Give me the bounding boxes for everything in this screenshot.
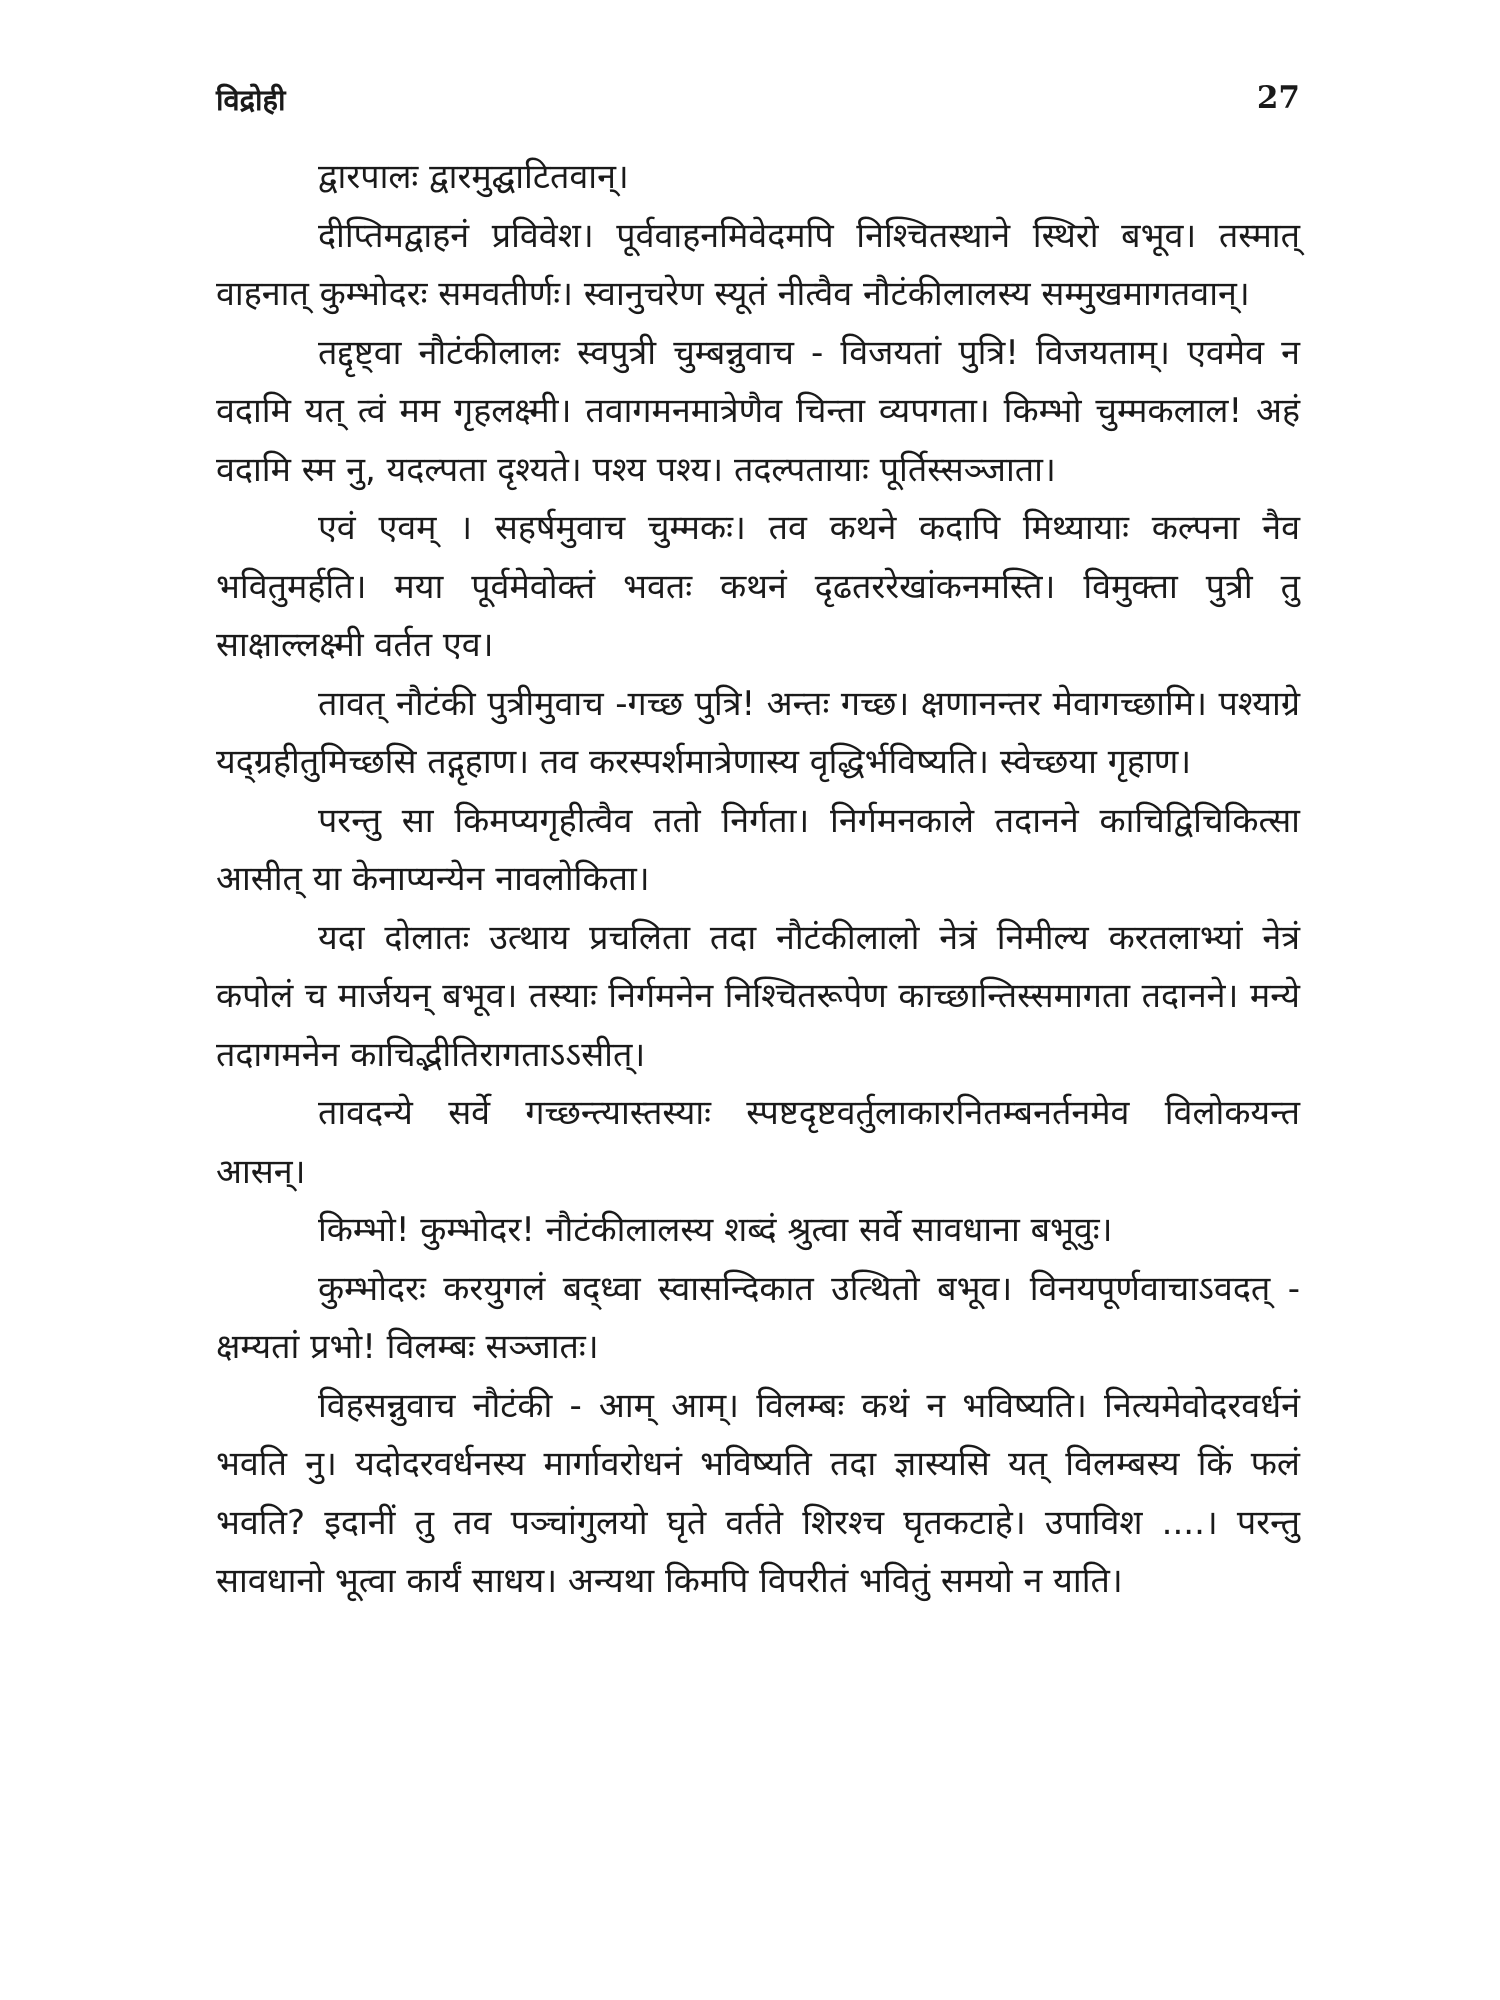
paragraph: परन्तु सा किमप्यगृहीत्वैव ततो निर्गता। निर्गमनकाले तदानने काचिद्विचिकित्सा आसीत् या केनाप्यन्येन नावलोकिता। — [216, 800, 1300, 899]
paragraph: तद्दृष्ट्वा नौटंकीलालः स्वपुत्री चुम्बन्नुवाच - विजयतां पुत्रि! विजयताम्। एवमेव न वदामि यत् त्वं मम गृहलक्ष्मी। तवागमनमात्रेणैव चिन्ता व्यपगता। किम्भो चुम्मकलाल! अहं वदामि स्म नु, यदल्पता दृश्यते। पश्य पश्य। तदल्पतायाः पूर्तिस्सञ्जाता। — [216, 332, 1300, 490]
page-number: 27 — [1256, 80, 1300, 116]
paragraph: एवं एवम् । सहर्षमुवाच चुम्मकः। तव कथने कदापि मिथ्यायाः कल्पना नैव भवितुमर्हति। मया पूर्वमेवोक्तं भवतः कथनं दृढतररेखांकनमस्ति। विमुक्ता पुत्री तु साक्षाल्लक्ष्मी वर्तत एव। — [216, 508, 1300, 665]
paragraph: विहसन्नुवाच नौटंकी - आम् आम्। विलम्बः कथं न भविष्यति। नित्यमेवोदरवर्धनं भवति नु। यदोदरवर्धनस्य मार्गावरोधनं भविष्यति तदा ज्ञास्यसि यत् विलम्बस्य किं फलं भवति? इदानीं तु तव पञ्चांगुलयो घृते वर्तते शिरश्च घृतकटाहे। उपाविश ....। परन्तु सावधानो भूत्वा कार्यं साधय। अन्यथा किमपि विपरीतं भवितुं समयो न याति। — [216, 1385, 1300, 1601]
running-title: विद्रोही — [216, 83, 286, 117]
paragraph: दीप्तिमद्वाहनं प्रविवेश। पूर्ववाहनमिवेदमपि निश्चितस्थाने स्थिरो बभूव। तस्मात् वाहनात् कुम्भोदरः समवतीर्णः। स्वानुचरेण स्यूतं नीत्वैव नौटंकीलालस्य सम्मुखमागतवान्। — [216, 215, 1300, 314]
body-text — [216, 148, 1300, 1611]
paragraph: द्वारपालः द्वारमुद्घाटितवान्। — [318, 157, 629, 197]
paragraph: यदा दोलातः उत्थाय प्रचलिता तदा नौटंकीलालो नेत्रं निमील्य करतलाभ्यां नेत्रं कपोलं च मार्जयन् बभूव। तस्याः निर्गमनेन निश्चितरूपेण काच्छान्तिस्समागता तदानने। मन्ये तदागमनेन काचिद्भीतिरागताऽऽसीत्। — [216, 917, 1300, 1075]
paragraph: तावदन्ये सर्वे गच्छन्त्यास्तस्याः स्पष्टदृष्टवर्तुलाकारनितम्बनर्तनमेव विलोकयन्त आसन्। — [216, 1093, 1300, 1192]
paragraph: तावत् नौटंकी पुत्रीमुवाच -गच्छ पुत्रि! अन्तः गच्छ। क्षणानन्तर मेवागच्छामि। पश्याग्रे यद्ग्रहीतुमिच्छसि तद्गृहाण। तव करस्पर्शमात्रेणास्य वृद्धिर्भविष्यति। स्वेच्छया गृहाण। — [216, 683, 1300, 782]
paragraph: कुम्भोदरः करयुगलं बद्ध्वा स्वासन्दिकात उत्थितो बभूव। विनयपूर्णवाचाऽवदत् - क्षम्यतां प्रभो! विलम्बः सञ्जातः। — [216, 1268, 1300, 1367]
paragraph: किम्भो! कुम्भोदर! नौटंकीलालस्य शब्दं श्रुत्वा सर्वे सावधाना बभूवुः। — [318, 1210, 1113, 1250]
